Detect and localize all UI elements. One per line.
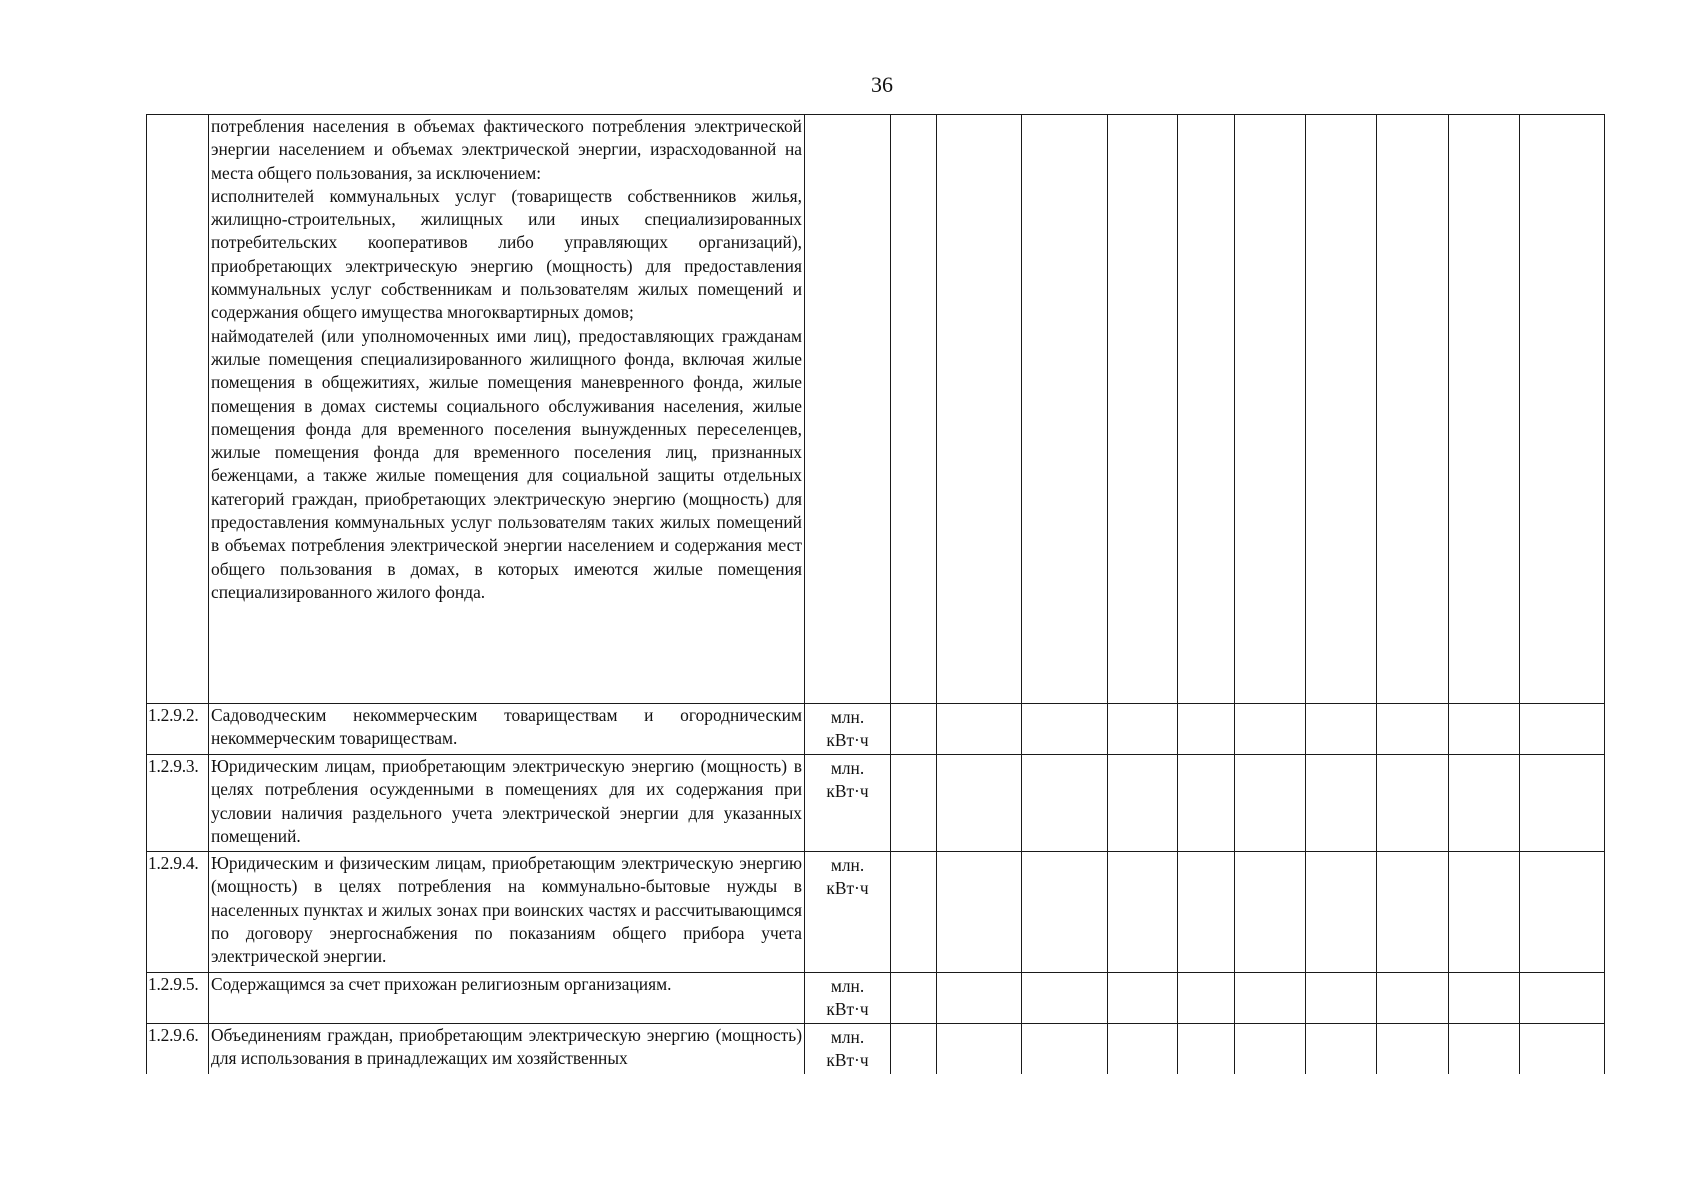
- value-cell: [1377, 115, 1449, 704]
- value-cell: [1520, 973, 1605, 1024]
- value-cell: [1022, 755, 1108, 852]
- row-description: [209, 704, 805, 755]
- value-cell: [937, 755, 1022, 852]
- value-cell: [1377, 973, 1449, 1024]
- value-cell: [1108, 1024, 1178, 1074]
- value-cell: [891, 115, 937, 704]
- value-cell: [1306, 115, 1377, 704]
- row-number: [147, 115, 209, 704]
- value-cell: [937, 973, 1022, 1024]
- row-description: [209, 115, 805, 704]
- row-description: [209, 852, 805, 973]
- value-cell: [1449, 115, 1520, 704]
- table-row: [147, 1024, 1605, 1074]
- value-cell: [1449, 1024, 1520, 1074]
- value-cell: [1235, 115, 1306, 704]
- value-cell: [1306, 755, 1377, 852]
- unit-line: млн.: [830, 855, 865, 875]
- value-cell: [891, 852, 937, 973]
- row-unit: [805, 115, 891, 704]
- row-unit: [805, 973, 891, 1024]
- row-unit: [805, 852, 891, 973]
- value-cell: [891, 704, 937, 755]
- row-number: 1.2.9.6.: [147, 1024, 209, 1074]
- description-paragraph: Объединениям граждан, приобретающим электрическую энергию (мощность) для использования в принадлежащих им хозяйственных: [211, 1025, 802, 1069]
- value-cell: [1520, 1024, 1605, 1074]
- description-paragraph: Садоводческим некоммерческим товариществам и огородническим некоммерческим товариществам.: [211, 705, 802, 749]
- value-cell: [1235, 1024, 1306, 1074]
- unit-line: млн.: [830, 976, 865, 996]
- unit-line: кВт·ч: [826, 1050, 869, 1071]
- value-cell: [937, 115, 1022, 704]
- description-paragraph: Содержащимся за счет прихожан религиозным организациям.: [211, 974, 672, 994]
- value-cell: [1178, 755, 1235, 852]
- value-cell: [891, 1024, 937, 1074]
- value-cell: [1520, 115, 1605, 704]
- value-cell: [1235, 704, 1306, 755]
- table-row: [147, 704, 1605, 755]
- value-cell: [1108, 755, 1178, 852]
- value-cell: [1520, 755, 1605, 852]
- unit-line: млн.: [830, 707, 865, 727]
- table-row: [147, 115, 1605, 704]
- value-cell: [1449, 704, 1520, 755]
- description-paragraph: потребления населения в объемах фактического потребления электрической энергии населением и объемах электрической энергии, израсходованной на места общего пользования, за исключением:: [211, 116, 802, 183]
- unit-line: кВт·ч: [826, 730, 869, 751]
- value-cell: [1178, 704, 1235, 755]
- value-cell: [937, 852, 1022, 973]
- value-cell: [1108, 115, 1178, 704]
- value-cell: [1520, 704, 1605, 755]
- value-cell: [1449, 755, 1520, 852]
- value-cell: [1235, 755, 1306, 852]
- tariff-table: [146, 114, 1605, 1074]
- value-cell: [1178, 973, 1235, 1024]
- row-number: 1.2.9.4.: [147, 852, 209, 973]
- value-cell: [891, 973, 937, 1024]
- value-cell: [1178, 1024, 1235, 1074]
- value-cell: [1449, 852, 1520, 973]
- value-cell: [1306, 973, 1377, 1024]
- value-cell: [1108, 973, 1178, 1024]
- page-number: 36: [871, 72, 893, 97]
- value-cell: [1108, 852, 1178, 973]
- row-number: 1.2.9.2.: [147, 704, 209, 755]
- value-cell: [1449, 973, 1520, 1024]
- value-cell: [1306, 704, 1377, 755]
- value-cell: [1520, 852, 1605, 973]
- row-description: [209, 973, 805, 1024]
- value-cell: [1178, 115, 1235, 704]
- value-cell: [1178, 852, 1235, 973]
- description-paragraph: Юридическим и физическим лицам, приобретающим электрическую энергию (мощность) в целях потребления на коммунально-бытовые нужды в населенных пунктах и жилых зонах при воинских частях и рассчитывающимся по договору энергоснабжения по показаниям общего прибора учета электрической энергии.: [211, 853, 802, 967]
- value-cell: [1108, 704, 1178, 755]
- row-number: 1.2.9.5.: [147, 973, 209, 1024]
- value-cell: [1235, 852, 1306, 973]
- row-unit: [805, 755, 891, 852]
- row-description: [209, 1024, 805, 1074]
- row-number: 1.2.9.3.: [147, 755, 209, 852]
- unit-line: млн.: [830, 1027, 865, 1047]
- value-cell: [1306, 1024, 1377, 1074]
- value-cell: [1377, 852, 1449, 973]
- row-unit: [805, 1024, 891, 1074]
- value-cell: [1377, 1024, 1449, 1074]
- row-unit: [805, 704, 891, 755]
- value-cell: [1022, 852, 1108, 973]
- table-row: [147, 755, 1605, 852]
- table-row: [147, 973, 1605, 1024]
- row-description: [209, 755, 805, 852]
- value-cell: [1022, 704, 1108, 755]
- value-cell: [891, 755, 937, 852]
- description-paragraph: наймодателей (или уполномоченных ими лиц), предоставляющих гражданам жилые помещения специализированного жилищного фонда, включая жилые помещения в общежитиях, жилые помещения маневренного фонда, жилые помещения в домах системы социального обслуживания населения, жилые помещения фонда для временного поселения вынужденных переселенцев, жилые помещения фонда для временного поселения лиц, признанных беженцами, а также жилые помещения для социальной защиты отдельных категорий граждан, приобретающих электрическую энергию (мощность) для предоставления коммунальных услуг пользователям таких жилых помещений в объемах потребления электрической энергии населением и содержания мест общего пользования в домах, в которых имеются жилые помещения специализированного жилого фонда.: [211, 325, 802, 602]
- unit-line: кВт·ч: [826, 878, 869, 899]
- value-cell: [1022, 1024, 1108, 1074]
- unit-line: кВт·ч: [826, 781, 869, 802]
- value-cell: [1022, 973, 1108, 1024]
- description-paragraph: исполнителей коммунальных услуг (товариществ собственников жилья, жилищно-строительных, жилищных или иных специализированных потребительских кооперативов либо управляющих организаций), приобретающих электрическую энергию (мощность) для предоставления коммунальных услуг собственникам и пользователям жилых помещений и содержания общего имущества многоквартирных домов;: [211, 185, 802, 323]
- value-cell: [937, 1024, 1022, 1074]
- value-cell: [1306, 852, 1377, 973]
- value-cell: [1377, 755, 1449, 852]
- value-cell: [1235, 973, 1306, 1024]
- unit-line: млн.: [830, 758, 865, 778]
- unit-line: кВт·ч: [826, 999, 869, 1020]
- value-cell: [937, 704, 1022, 755]
- value-cell: [1022, 115, 1108, 704]
- description-paragraph: Юридическим лицам, приобретающим электрическую энергию (мощность) в целях потребления осужденными в помещениях для их содержания при условии наличия раздельного учета электрической энергии для указанных помещений.: [211, 756, 802, 846]
- value-cell: [1377, 704, 1449, 755]
- table-row: [147, 852, 1605, 973]
